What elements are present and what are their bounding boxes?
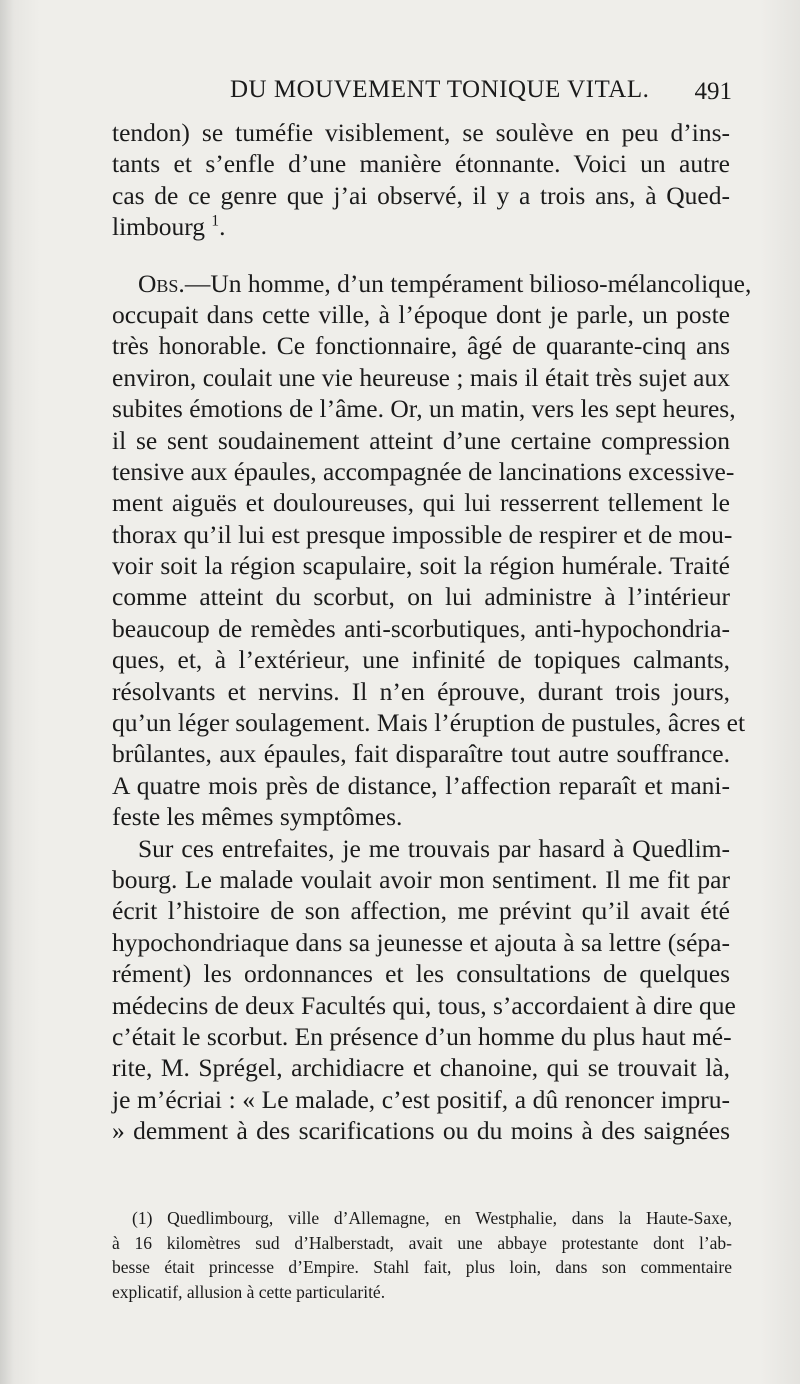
text-line: ment aiguës et douloureuses, qui lui resserrent tellement le bbox=[112, 488, 730, 518]
page-number: 491 bbox=[694, 78, 732, 105]
footnote-line: besse était princesse d’Empire. Stahl fait, plus loin, dans son commentaire bbox=[112, 1257, 732, 1277]
text-line: environ, coulait une vie heureuse ; mais il était très sujet aux bbox=[112, 362, 730, 392]
obs-label: Obs. bbox=[138, 268, 185, 298]
text-line: voir soit la région scapulaire, soit la région humérale. Traité bbox=[112, 551, 730, 581]
paragraph-gap bbox=[112, 243, 730, 268]
text-line: A quatre mois près de distance, l’affection reparaît et mani- bbox=[112, 770, 730, 800]
text-line: écrit l’histoire de son affection, me prévint qu’il avait été bbox=[112, 896, 730, 926]
text-fragment: limbourg bbox=[112, 212, 206, 242]
footnote-line: (1) Quedlimbourg, ville d’Allemagne, en Westphalie, dans la Haute-Saxe, bbox=[132, 1208, 732, 1228]
text-line: subites émotions de l’âme. Or, un matin, vers les sept heures, bbox=[112, 394, 736, 424]
footnote-ref: 1 bbox=[211, 212, 220, 230]
footnote-line: à 16 kilomètres sud d’Halberstadt, avait une abbaye protestante dont l’ab- bbox=[112, 1232, 732, 1253]
text-line: hypochondriaque dans sa jeunesse et ajouta à sa lettre (sépa- bbox=[112, 927, 730, 957]
text-line: rite, M. Sprégel, archidiacre et chanoine, qui se trouvait là, bbox=[112, 1053, 730, 1083]
text-line: occupait dans cette ville, à l’époque dont je parle, un poste bbox=[112, 299, 730, 329]
text-line: qu’un léger soulagement. Mais l’éruption de pustules, âcres et bbox=[112, 708, 746, 738]
text-line: bourg. Le malade voulait avoir mon sentiment. Il me fit par bbox=[112, 864, 730, 894]
text-line: cas de ce genre que j’ai observé, il y a trois ans, à Qued- bbox=[112, 180, 730, 210]
text-line: feste les mêmes symptômes. bbox=[112, 802, 403, 832]
page-header bbox=[112, 74, 732, 114]
text-line: brûlantes, aux épaules, fait disparaître tout autre souffrance. bbox=[112, 739, 730, 769]
running-title: DU MOUVEMENT TONIQUE VITAL. bbox=[230, 76, 650, 103]
main-text bbox=[112, 117, 752, 1147]
text-line: tants et s’enfle d’une manière étonnante. Voici un autre bbox=[112, 149, 730, 179]
text-line: thorax qu’il lui est presque impossible de respirer et de mou- bbox=[112, 519, 733, 549]
text-line: très honorable. Ce fonctionnaire, âgé de quarante-cinq ans bbox=[112, 331, 730, 361]
text-fragment: . bbox=[219, 212, 226, 242]
footnote-line: explicatif, allusion à cette particularité. bbox=[112, 1281, 386, 1302]
text-line bbox=[112, 211, 730, 242]
text-line: c’était le scorbut. En présence d’un homme du plus haut mé- bbox=[112, 1021, 732, 1051]
text-line: tendon) se tuméfie visiblement, se soulève en peu d’ins- bbox=[112, 118, 730, 147]
text-line: Sur ces entrefaites, je me trouvais par hasard à Quedlim- bbox=[138, 833, 730, 863]
text-line: » demment à des scarifications ou du moins à des saignées bbox=[112, 1116, 730, 1146]
text-line: résolvants et nervins. Il n’en éprouve, durant trois jours, bbox=[112, 676, 730, 706]
text-line: ques, et, à l’extérieur, une infinité de topiques calmants, bbox=[112, 645, 730, 675]
text-line: je m’écriai : « Le malade, c’est positif, a dû renoncer impru- bbox=[112, 1084, 730, 1114]
text-line: comme atteint du scorbut, on lui administre à l’intérieur bbox=[112, 582, 730, 612]
footnotes bbox=[112, 1206, 732, 1304]
text-line: rément) les ordonnances et les consultations de quelques bbox=[112, 959, 730, 989]
text-line bbox=[112, 268, 752, 299]
text-line: il se sent soudainement atteint d’une certaine compression bbox=[112, 425, 730, 455]
text-line: tensive aux épaules, accompagnée de lancinations excessive- bbox=[112, 456, 735, 486]
text-line: beaucoup de remèdes anti-scorbutiques, anti-hypochondria- bbox=[112, 613, 730, 643]
text-fragment: —Un homme, d’un tempérament bilioso-mélancolique, bbox=[184, 268, 752, 298]
text-line: médecins de deux Facultés qui, tous, s’accordaient à dire que bbox=[112, 990, 736, 1020]
